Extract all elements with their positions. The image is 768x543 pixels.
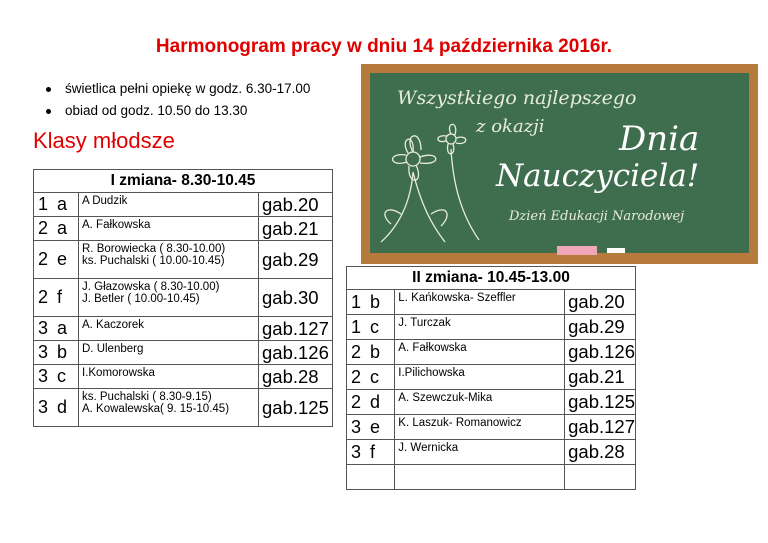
- class-cell: 1 b: [347, 290, 395, 315]
- section-heading: Klasy młodsze: [33, 128, 175, 153]
- teacher-cell: [79, 365, 259, 389]
- table-row: [34, 341, 333, 365]
- teacher-cell: [395, 365, 565, 390]
- teacher-name: ks. Puchalski ( 10.00-10.45): [82, 255, 225, 267]
- teacher-name: J. Turczak: [398, 317, 451, 329]
- room-cell: gab.127: [259, 317, 333, 341]
- teacher-name: A Dudzik: [82, 195, 128, 207]
- class-cell: 2 e: [34, 241, 79, 279]
- teacher-cell: [395, 340, 565, 365]
- board-line5: Dzień Edukacji Narodowej: [509, 209, 685, 224]
- table-row: [34, 217, 333, 241]
- teacher-name: A. Kowalewska( 9. 15-10.45): [82, 403, 230, 415]
- class-cell: 2 a: [34, 217, 79, 241]
- teacher-cell: [79, 389, 259, 427]
- teacher-cell: [395, 465, 565, 490]
- teacher-name: I.Pilichowska: [398, 367, 465, 379]
- teacher-cell: [79, 217, 259, 241]
- room-cell: gab.21: [259, 217, 333, 241]
- eraser: [557, 246, 597, 255]
- teacher-name: ks. Puchalski ( 8.30-9.15): [82, 391, 212, 403]
- class-cell: [347, 465, 395, 490]
- class-cell: 1 a: [34, 193, 79, 217]
- bullet-icon: [46, 109, 51, 114]
- teacher-cell: [79, 317, 259, 341]
- teacher-name: A. Fałkowska: [82, 219, 151, 231]
- teacher-name: J. Betler ( 10.00-10.45): [82, 293, 200, 305]
- table-row: [347, 415, 636, 440]
- page-title: Harmonogram pracy w dniu 14 października 2016r.: [155, 36, 613, 57]
- teacher-cell: [79, 341, 259, 365]
- room-cell: gab.20: [565, 290, 636, 315]
- room-cell: gab.126: [259, 341, 333, 365]
- teacher-name: J. Głazowska ( 8.30-10.00): [82, 281, 220, 293]
- class-cell: 3 a: [34, 317, 79, 341]
- room-cell: gab.21: [565, 365, 636, 390]
- list-item-text: świetlica pełni opiekę w godz. 6.30-17.00: [65, 81, 311, 96]
- room-cell: [565, 465, 636, 490]
- teacher-name: R. Borowiecka ( 8.30-10.00): [82, 243, 226, 255]
- class-cell: 2 f: [34, 279, 79, 317]
- table-row: [34, 365, 333, 389]
- teacher-cell: [395, 440, 565, 465]
- chalk: [607, 248, 625, 253]
- board-line4: Nauczyciela!: [496, 158, 700, 194]
- room-cell: gab.126: [565, 340, 636, 365]
- teacher-cell: [79, 241, 259, 279]
- table-row: [347, 290, 636, 315]
- shift1-table: [33, 169, 333, 427]
- class-cell: 3 c: [34, 365, 79, 389]
- class-cell: 1 c: [347, 315, 395, 340]
- teacher-name: I.Komorowska: [82, 367, 155, 379]
- table-row: [34, 389, 333, 427]
- teacher-name: A. Kaczorek: [82, 319, 144, 331]
- teacher-name: K. Laszuk- Romanowicz: [398, 417, 522, 429]
- room-cell: gab.28: [565, 440, 636, 465]
- room-cell: gab.125: [565, 390, 636, 415]
- table-row: [347, 315, 636, 340]
- teacher-cell: [395, 290, 565, 315]
- board-line3: Dnia: [619, 119, 700, 159]
- board-line1: Wszystkiego najlepszego: [397, 87, 637, 109]
- class-cell: 2 c: [347, 365, 395, 390]
- teacher-name: A. Szewczuk-Mika: [398, 392, 493, 404]
- teacher-name: L. Kańkowska- Szeffler: [398, 292, 516, 304]
- teachers-day-chalkboard: [361, 64, 758, 264]
- room-cell: gab.30: [259, 279, 333, 317]
- table-row: [34, 193, 333, 217]
- teacher-cell: [395, 415, 565, 440]
- room-cell: gab.28: [259, 365, 333, 389]
- class-cell: 3 b: [34, 341, 79, 365]
- table-row: [347, 390, 636, 415]
- board-line2: z okazji: [476, 116, 545, 137]
- teacher-cell: [395, 315, 565, 340]
- info-list: [46, 78, 310, 122]
- room-cell: gab.125: [259, 389, 333, 427]
- table-row: [347, 340, 636, 365]
- table-row: [347, 465, 636, 490]
- class-cell: 2 d: [347, 390, 395, 415]
- room-cell: gab.29: [565, 315, 636, 340]
- class-cell: 3 f: [347, 440, 395, 465]
- teacher-cell: [79, 193, 259, 217]
- class-cell: 3 e: [347, 415, 395, 440]
- bullet-icon: [46, 87, 51, 92]
- table-row: [347, 365, 636, 390]
- table-row: [34, 279, 333, 317]
- teacher-cell: [79, 279, 259, 317]
- class-cell: 3 d: [34, 389, 79, 427]
- list-item-text: obiad od godz. 10.50 do 13.30: [65, 103, 248, 118]
- table-row: [34, 241, 333, 279]
- table-row: [347, 440, 636, 465]
- list-item: [46, 100, 310, 122]
- teacher-name: J. Wernicka: [398, 442, 459, 454]
- room-cell: gab.20: [259, 193, 333, 217]
- table-row: [34, 317, 333, 341]
- teacher-cell: [395, 390, 565, 415]
- room-cell: gab.29: [259, 241, 333, 279]
- shift2-header: II zmiana- 10.45-13.00: [347, 267, 636, 290]
- list-item: [46, 78, 310, 100]
- teacher-name: A. Fałkowska: [398, 342, 467, 354]
- teacher-name: D. Ulenberg: [82, 343, 144, 355]
- shift1-header: I zmiana- 8.30-10.45: [34, 170, 333, 193]
- room-cell: gab.127: [565, 415, 636, 440]
- class-cell: 2 b: [347, 340, 395, 365]
- shift2-table: [346, 266, 636, 490]
